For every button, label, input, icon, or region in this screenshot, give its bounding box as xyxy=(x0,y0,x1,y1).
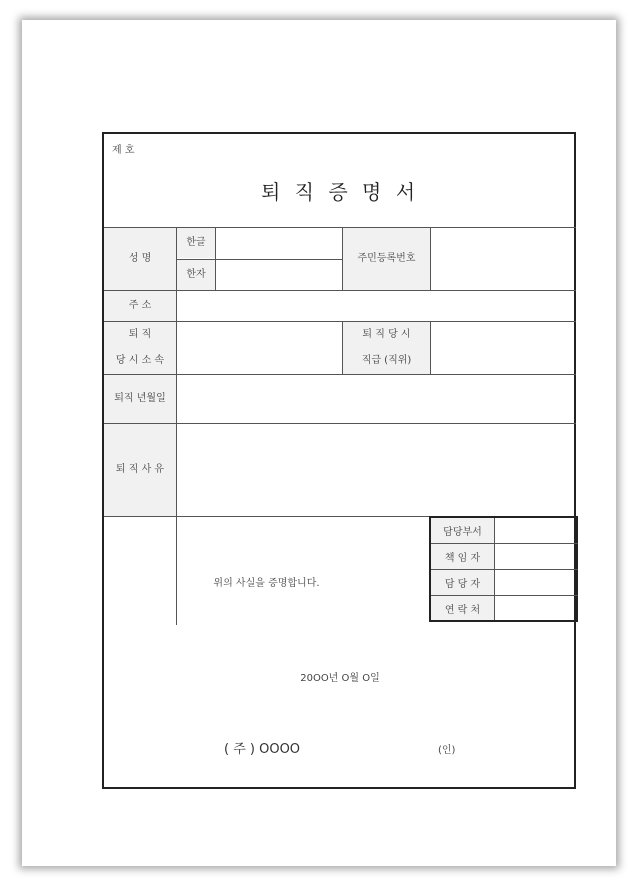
certification-statement: 위의 사실을 증명합니다. xyxy=(213,578,320,589)
responsible-department-label: 담당부서 xyxy=(431,518,494,543)
document-page xyxy=(22,20,616,866)
person-in-charge-field[interactable] xyxy=(495,570,578,595)
responsible-department-field[interactable] xyxy=(495,518,578,543)
retire-date-label: 퇴직 년월일 xyxy=(104,375,176,423)
position-label xyxy=(343,322,430,374)
name-korean-field[interactable] xyxy=(216,228,342,259)
name-hanja-field[interactable] xyxy=(216,260,342,290)
name-hanja-label: 한자 xyxy=(177,260,215,290)
position-label-line1: 퇴 직 당 시 xyxy=(362,329,411,340)
seal-mark: (인) xyxy=(438,745,456,756)
name-label: 성 명 xyxy=(104,228,176,290)
department-label-line1: 퇴 직 xyxy=(128,329,152,340)
person-in-charge-label: 담 당 자 xyxy=(431,570,494,595)
resident-number-field[interactable] xyxy=(431,228,576,290)
document-title: 퇴 직 증 명 서 xyxy=(260,180,420,204)
certificate-form xyxy=(102,132,576,789)
reason-label: 퇴 직 사 유 xyxy=(104,424,176,516)
name-korean-label: 한글 xyxy=(177,228,215,258)
contact-label: 연 락 처 xyxy=(431,596,494,620)
reason-field[interactable] xyxy=(177,424,576,516)
resident-number-label: 주민등록번호 xyxy=(343,228,430,290)
position-label-line2: 직급 (직위) xyxy=(361,355,412,366)
department-label xyxy=(104,322,176,374)
issue-date: 20OO년 O월 O일 xyxy=(300,673,380,684)
manager-label: 책 임 자 xyxy=(431,544,494,569)
address-field[interactable] xyxy=(177,291,576,321)
company-name: ( 주 ) OOOO xyxy=(224,742,301,757)
position-field[interactable] xyxy=(431,322,576,374)
contact-field[interactable] xyxy=(495,596,578,620)
document-number-label: 제 호 xyxy=(112,145,135,156)
address-label: 주 소 xyxy=(104,291,176,321)
retire-date-field[interactable] xyxy=(177,375,576,423)
manager-field[interactable] xyxy=(495,544,578,569)
signoff-box xyxy=(429,516,578,622)
department-field[interactable] xyxy=(177,322,342,374)
department-label-line2: 당 시 소 속 xyxy=(115,355,165,366)
